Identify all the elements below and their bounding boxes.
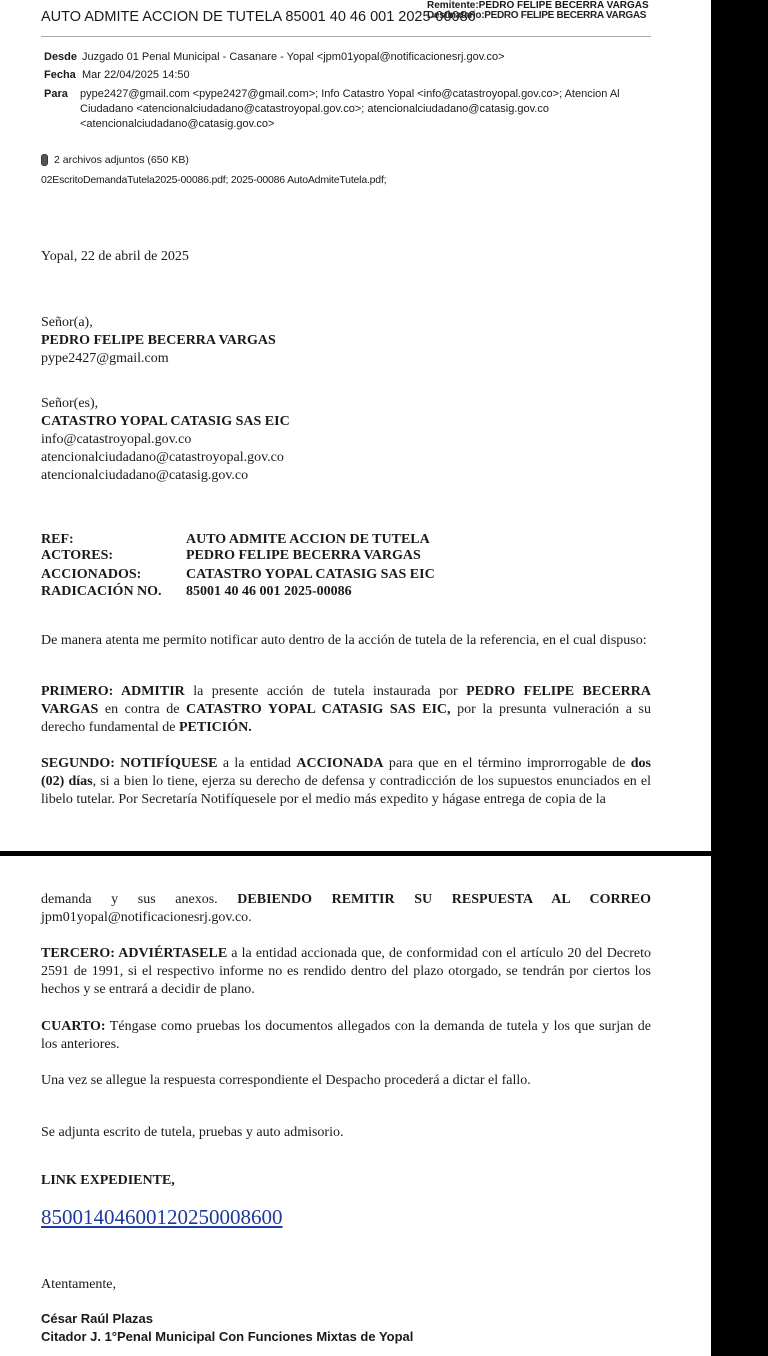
ref-label: REF: [41, 532, 74, 547]
from-label: Desde [44, 51, 78, 63]
salutation: Señor(a), [41, 315, 93, 330]
tercero-paragraph: TERCERO: ADVIÉRTASELE a la entidad accionada que, de conformidad con el artículo 20 del Decreto 2591 de 1991, si el respectivo informe no es rendido dentro del plazo otorgado, se tendrán por ciertos los hechos y se entrará a decidir de plano. [41, 946, 651, 997]
accionados-label: ACCIONADOS: [41, 567, 142, 582]
email-to-row [44, 87, 644, 130]
recipient-email: pype2427@gmail.com [41, 351, 169, 366]
actores-label: ACTORES: [41, 548, 114, 563]
recipient-email: atencionalciudadano@catastroyopal.gov.co [41, 450, 284, 465]
sender-stamp: Remitente:PEDRO FELIPE BECERRA VARGAS [427, 0, 649, 11]
link-heading: LINK EXPEDIENTE, [41, 1173, 175, 1188]
from-value[interactable]: Juzgado 01 Penal Municipal - Casanare - Yopal <jpm01yopal@notificacionesrj.gov.co> [82, 51, 505, 63]
radicacion-label: RADICACIÓN NO. [41, 584, 162, 599]
fallo-paragraph: Una vez se allegue la respuesta correspondiente el Despacho procederá a dictar el fallo. [41, 1073, 531, 1088]
segundo-continuation: demanda y sus anexos. DEBIENDO REMITIR SU RESPUESTA AL CORREO jpm01yopal@notificacionesrj.gov.co. [41, 892, 651, 925]
recipient-email: atencionalciudadano@catasig.gov.co [41, 468, 249, 483]
expediente-link[interactable]: 85001404600120250008600 [41, 1205, 283, 1229]
segundo-paragraph: SEGUNDO: NOTIFÍQUESE a la entidad ACCIONADA para que en el término improrrogable de dos (02) días, si a bien lo tiene, ejerza su derecho de defensa y contradicción de los supuestos enunciados en el libelo tutelar. Por Secretaría Notifíquesele por el medio más expedito y hágase entrega de copia de la [41, 756, 651, 807]
closing: Atentamente, [41, 1277, 117, 1292]
paperclip-icon [41, 154, 48, 166]
recipient-name: CATASTRO YOPAL CATASIG SAS EIC [41, 414, 290, 429]
recipient-email: info@catastroyopal.gov.co [41, 432, 192, 447]
recipient-block-1 [41, 314, 276, 368]
ref-value: AUTO ADMITE ACCION DE TUTELA [186, 532, 430, 547]
recipient-stamp-overlay: Destinatario:PEDRO FELIPE BECERRA VARGAS [427, 10, 647, 21]
salutation: Señor(es), [41, 396, 99, 411]
page-break-bar [0, 851, 711, 856]
signer-title: Citador J. 1°Penal Municipal Con Funciones Mixtas de Yopal [41, 1329, 414, 1344]
radicacion-value: 85001 40 46 001 2025-00086 [186, 584, 352, 599]
attachment-files[interactable]: 02EscritoDemandaTutela2025-00086.pdf; 2025-00086 AutoAdmiteTutela.pdf; [41, 174, 387, 186]
accionados-value: CATASTRO YOPAL CATASIG SAS EIC [186, 567, 435, 582]
header-divider [41, 36, 651, 37]
intro-paragraph: De manera atenta me permito notificar auto dentro de la acción de tutela de la referencia, en el cual dispuso: [41, 633, 647, 648]
right-black-margin [711, 0, 768, 1356]
email-from-row [44, 50, 505, 65]
to-label: Para [44, 88, 68, 100]
adjunta-paragraph: Se adjunta escrito de tutela, pruebas y auto admisorio. [41, 1125, 344, 1140]
attachments-summary[interactable] [41, 154, 189, 166]
date-value: Mar 22/04/2025 14:50 [82, 69, 190, 81]
signer-name: César Raúl Plazas [41, 1311, 154, 1326]
cuarto-paragraph: CUARTO: Téngase como pruebas los documentos allegados con la demanda de tutela y los que surjan de los anteriores. [41, 1019, 651, 1052]
email-date-row [44, 68, 190, 83]
letter-date: Yopal, 22 de abril de 2025 [41, 249, 189, 264]
email-subject: AUTO ADMITE ACCION DE TUTELA 85001 40 46 001 2025-00086 [41, 9, 476, 25]
to-value[interactable]: pype2427@gmail.com <pype2427@gmail.com>; Info Catastro Yopal <info@catastroyopal.gov.co>; Atencion Al Ciudadano <atencionalciudadano@catastroyopal.gov.co>; atencionalciudadano@catasig.gov.co <atencionalciudadano@catasig.gov.co> [80, 88, 620, 130]
attachments-count: 2 archivos adjuntos (650 KB) [54, 154, 189, 166]
recipient-block-2 [41, 395, 290, 485]
actores-value: PEDRO FELIPE BECERRA VARGAS [186, 548, 421, 563]
primero-paragraph: PRIMERO: ADMITIR la presente acción de tutela instaurada por PEDRO FELIPE BECERRA VARGAS en contra de CATASTRO YOPAL CATASIG SAS EIC, por la presunta vulneración a su derecho fundamental de PETICIÓN. [41, 684, 651, 735]
recipient-name: PEDRO FELIPE BECERRA VARGAS [41, 333, 276, 348]
date-label: Fecha [44, 69, 76, 81]
